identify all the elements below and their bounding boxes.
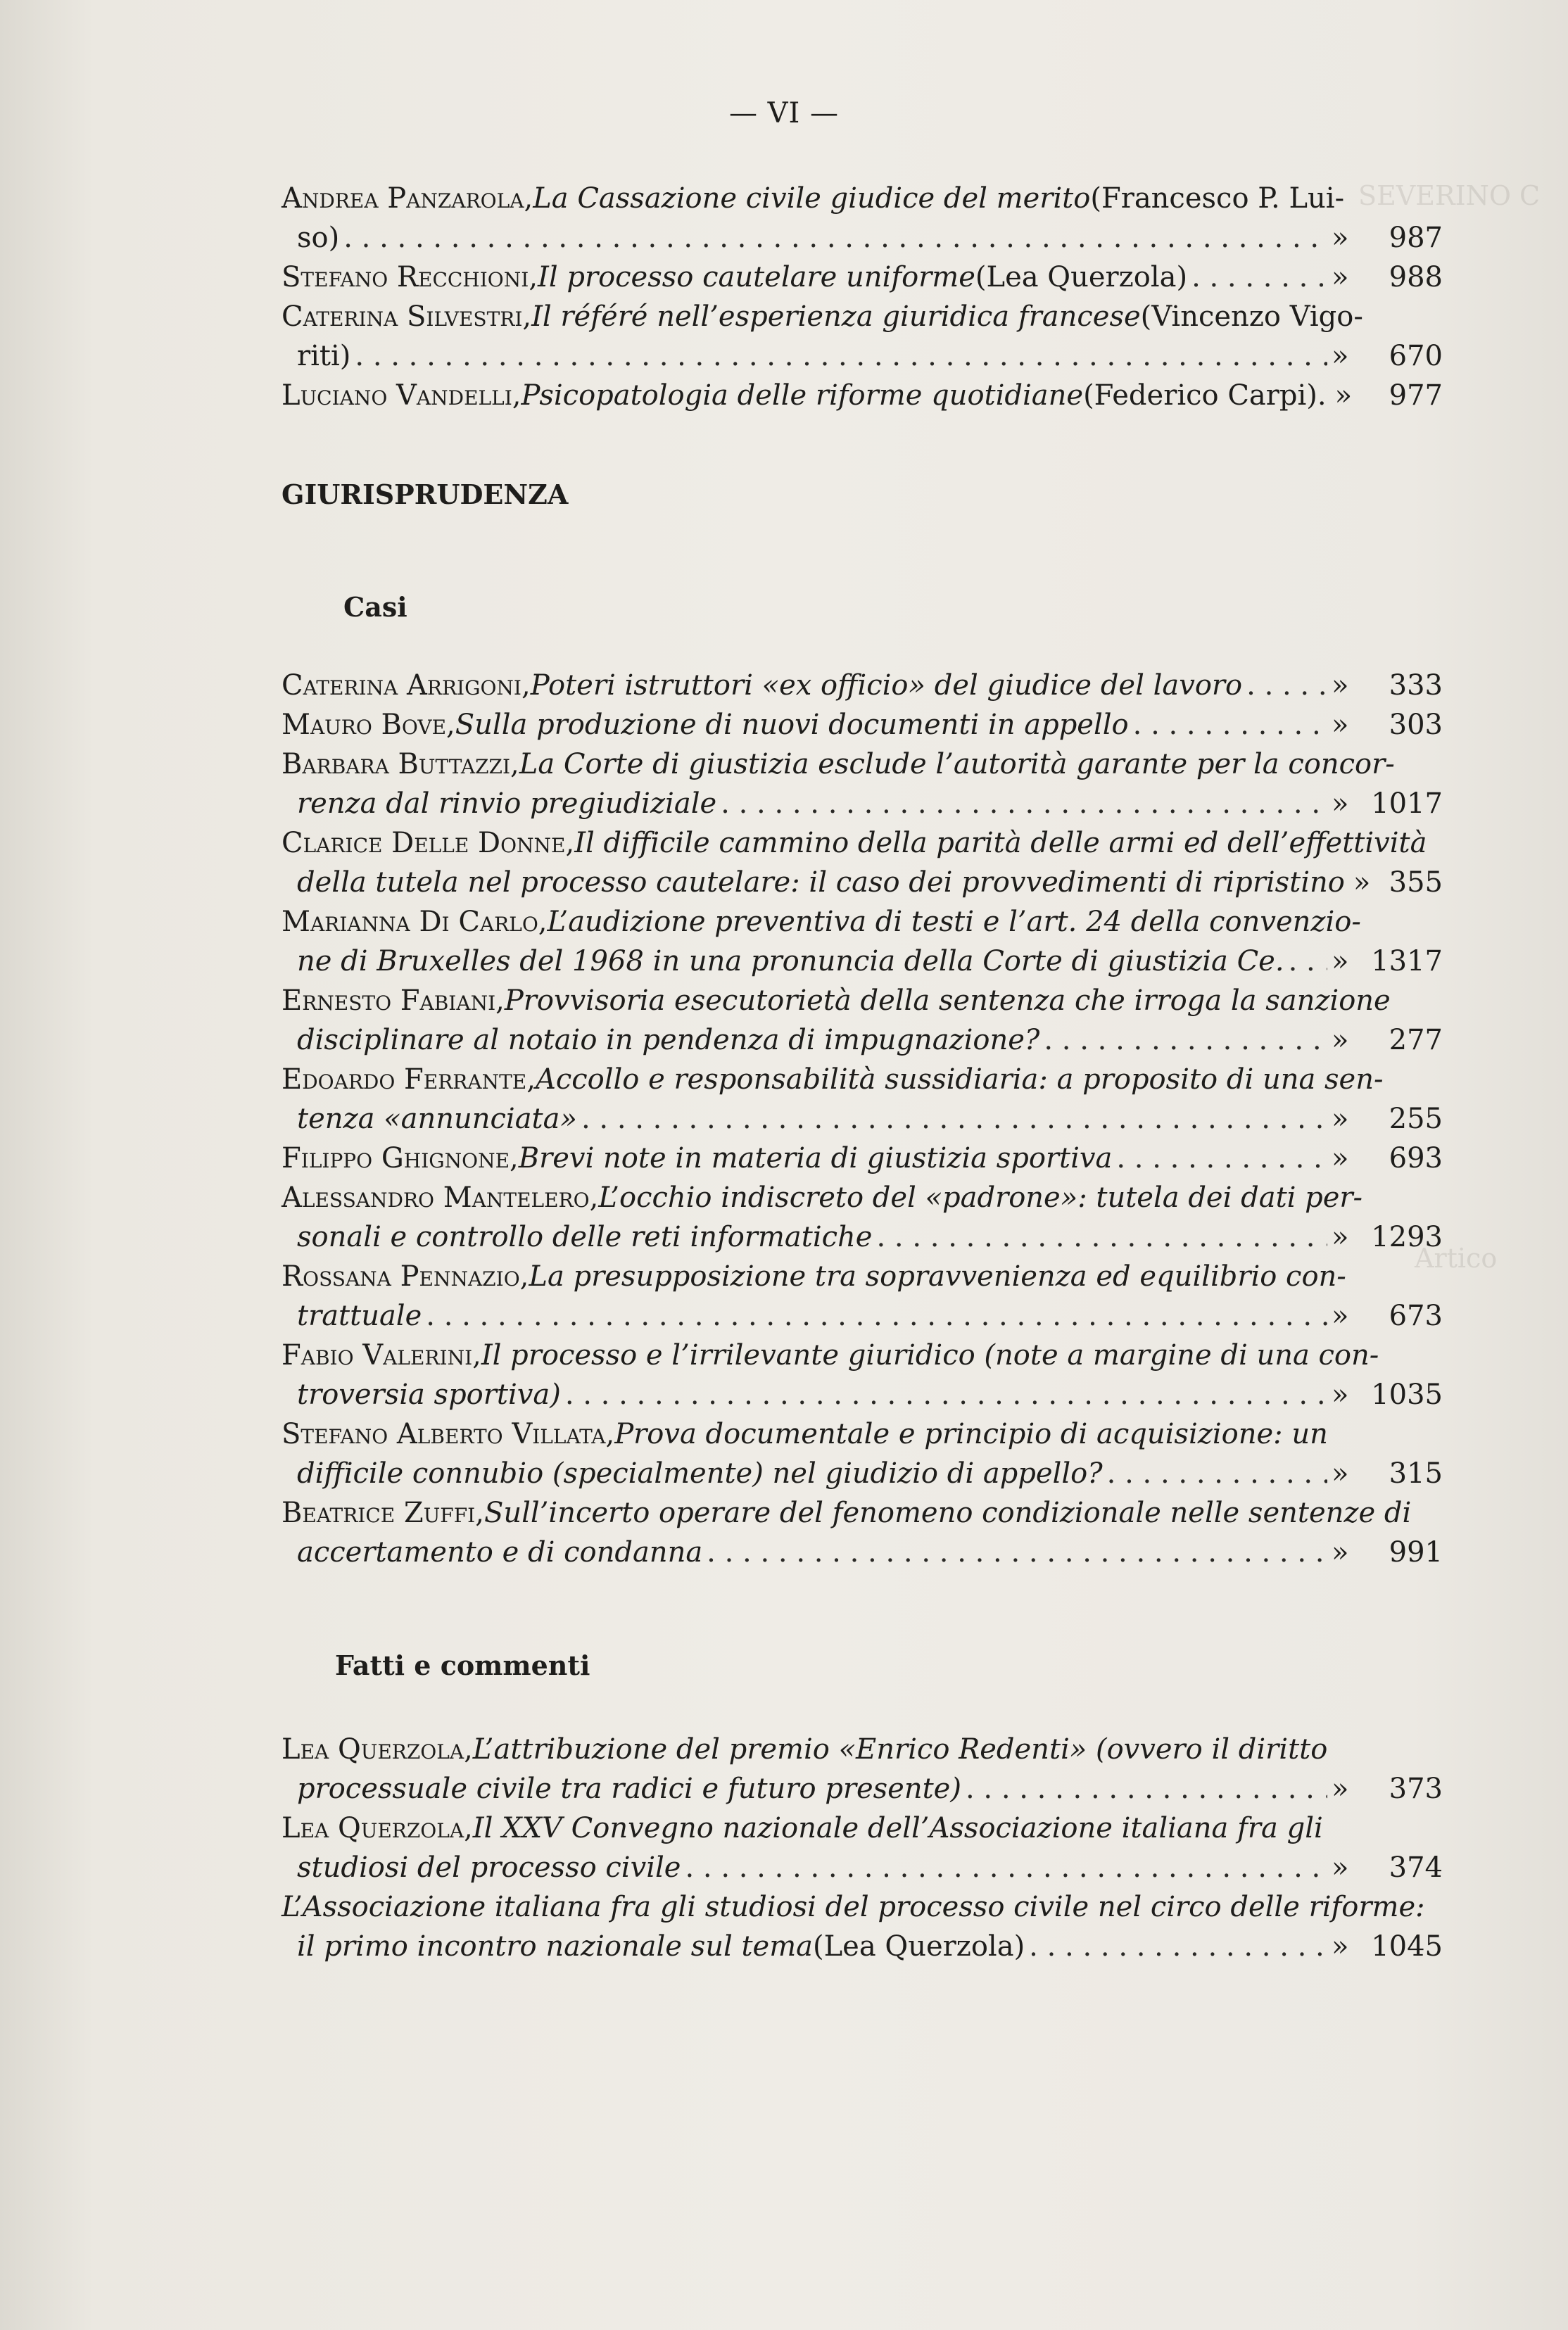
entry-page-number: 333 [1389,669,1443,702]
entry-page-number: 355 [1389,866,1443,899]
section-heading-giurisprudenza: GIURISPRUDENZA [282,479,569,510]
toc-entry-line [282,1375,1443,1414]
entry-separator: , [605,1418,615,1450]
entry-page-number: 277 [1389,1024,1443,1056]
dot-leader [1289,942,1327,981]
toc-entry-line [282,666,1443,705]
entry-title: trattuale [297,1300,422,1332]
toc-entry [282,297,1443,376]
toc-entry [282,1414,1443,1493]
entry-note: riti) [297,340,351,372]
toc-entry-line [282,863,1443,902]
dot-leader [565,1375,1327,1414]
subsection-heading-fatti: Fatti e commenti [335,1650,590,1681]
entry-mark: » [1332,222,1349,254]
entry-separator: , [529,261,538,293]
subsection-heading-casi: Casi [343,591,407,623]
entry-author: Ernesto Fabiani [282,984,496,1017]
entry-title: processuale civile tra radici e futuro presente) [297,1773,961,1805]
entry-note: (Lea Querzola) [975,261,1188,293]
entry-separator: , [475,1497,484,1529]
entry-page-number: 374 [1389,1851,1443,1884]
entry-title: Prova documentale e principio di acquisizione: un [614,1418,1328,1450]
entry-title: Brevi note in materia di giustizia sportiva [518,1142,1113,1175]
toc-entry-line [282,942,1443,981]
toc-entry [282,258,1443,297]
dot-leader [1116,1139,1327,1178]
entry-separator: , [522,300,532,333]
entry-separator: , [495,984,505,1017]
entry-title: Il processo e l’irrilevante giuridico (note a margine di una con- [481,1339,1379,1372]
toc-entry-line [282,784,1443,823]
toc-entry [282,1493,1443,1572]
toc-entry-line [282,1769,1443,1809]
dot-leader [355,336,1327,376]
toc-entry-line [282,902,1443,942]
entry-page-number: 1293 [1371,1221,1443,1253]
entry-author: Barbara Buttazzi [282,748,511,780]
dot-leader [426,1296,1327,1336]
entry-note: (Federico Carpi). [1083,379,1327,412]
entry-page-number: 991 [1389,1536,1443,1569]
toc-entry-line [282,218,1443,258]
entry-page-number: 987 [1389,222,1443,254]
entry-title: Il processo cautelare uniforme [538,261,975,293]
toc-entry [282,902,1443,981]
entry-title: troversia sportiva) [297,1379,561,1411]
entry-title: Il référé nell’esperienza giuridica francese [531,300,1141,333]
entry-separator: , [464,1733,473,1766]
toc-entry-line [282,705,1443,745]
entry-title: Sull’incerto operare del fenomeno condizionale nelle sentenze di [483,1497,1412,1529]
entry-note: (Vincenzo Vigo- [1140,300,1363,333]
entry-author: Andrea Panzarola [282,182,524,215]
entry-page-number: 315 [1389,1457,1443,1490]
entry-page-number: 1035 [1371,1379,1443,1411]
entry-title: sonali e controllo delle reti informatiche [297,1221,873,1253]
entry-author: Luciano Vandelli [282,379,512,412]
entry-title: L’Associazione italiana fra gli studiosi del processo civile nel circo delle riforme: [282,1891,1425,1923]
entry-title: studiosi del processo civile [297,1851,681,1884]
toc-entry [282,1336,1443,1414]
toc-entry-line [282,981,1443,1020]
entry-title: renza dal rinvio pregiudiziale [297,787,717,820]
entry-title: Il difficile cammino della parità delle armi ed dell’effettività [574,827,1427,859]
entry-mark: » [1332,1142,1349,1175]
entry-page-number: 255 [1389,1103,1443,1135]
entry-author: Stefano Alberto Villata [282,1418,606,1450]
toc-entry-line [282,1178,1443,1217]
dot-leader [1133,705,1327,745]
entry-mark: » [1332,669,1349,702]
toc-entry [282,1730,1443,1809]
entry-title: L’audizione preventiva di testi e l’art. 24 della convenzio- [547,906,1361,938]
entry-title: ne di Bruxelles del 1968 in una pronuncia della Corte di giustizia Ce. [297,945,1284,977]
toc-entry-line [282,1533,1443,1572]
entry-author: Mauro Bove [282,709,447,741]
entry-separator: , [538,906,548,938]
entry-separator: , [519,1260,529,1293]
entry-mark: » [1353,866,1371,899]
entry-title: Provvisoria esecutorietà della sentenza che irroga la sanzione [504,984,1391,1017]
toc-entry-line [282,258,1443,297]
entry-author: Stefano Recchioni [282,261,529,293]
entry-title: Accollo e responsabilità sussidiaria: a proposito di una sen- [535,1063,1384,1096]
entry-page-number: 303 [1389,709,1443,741]
toc-entry-line [282,1296,1443,1336]
toc-entry [282,1257,1443,1336]
toc-entry-line [282,1020,1443,1060]
dot-leader [876,1217,1327,1257]
toc-entry [282,1178,1443,1257]
entry-title: tenza «annunciata» [297,1103,577,1135]
entry-author: Filippo Ghignone [282,1142,510,1175]
entry-title: La Corte di giustizia esclude l’autorità garante per la concor- [519,748,1395,780]
entry-separator: , [589,1182,599,1214]
recensioni-list [282,179,1443,415]
toc-entry-line [282,1257,1443,1296]
entry-page-number: 988 [1389,261,1443,293]
entry-mark: » [1332,1773,1349,1805]
entry-page-number: 693 [1389,1142,1443,1175]
entry-title: il primo incontro nazionale sul tema [297,1930,814,1963]
toc-entry [282,376,1443,415]
entry-mark: » [1332,1103,1349,1135]
entry-page-number: 670 [1389,340,1443,372]
entry-title: Psicopatologia delle riforme quotidiane [521,379,1084,412]
dot-leader [581,1099,1327,1139]
dot-leader [1246,666,1327,705]
entry-title: Poteri istruttori «ex officio» del giudice del lavoro [530,669,1243,702]
toc-entry-line [282,1060,1443,1099]
entry-author: Alessandro Mantelero [282,1182,590,1214]
bleed-through-text: Artico [1415,1243,1498,1274]
dot-leader [1191,258,1327,297]
toc-entry-line [282,1848,1443,1887]
entry-page-number: 673 [1389,1300,1443,1332]
toc-entry [282,666,1443,705]
entry-mark: » [1334,379,1353,412]
dot-leader [707,1533,1327,1572]
dot-leader [1029,1927,1327,1966]
toc-entry [282,981,1443,1060]
bleed-through-text: SEVERINO C [1358,180,1541,211]
toc-entry-line [282,1099,1443,1139]
entry-mark: » [1332,1379,1349,1411]
entry-mark: » [1332,1536,1349,1569]
dot-leader [343,218,1327,258]
toc-entry-line [282,1887,1443,1927]
toc-entry [282,1139,1443,1178]
entry-title: difficile connubio (specialmente) nel giudizio di appello? [297,1457,1103,1490]
entry-separator: , [472,1339,481,1372]
toc-entry [282,1887,1443,1966]
entry-mark: » [1332,709,1349,741]
entry-page-number: 1017 [1371,787,1443,820]
entry-title: L’attribuzione del premio «Enrico Redenti» (ovvero il diritto [472,1733,1328,1766]
entry-page-number: 977 [1389,379,1443,412]
entry-mark: » [1332,787,1349,820]
entry-separator: , [565,827,575,859]
entry-author: Rossana Pennazio [282,1260,520,1293]
toc-entry [282,823,1443,902]
entry-mark: » [1332,1024,1349,1056]
entry-title: della tutela nel processo cautelare: il caso dei provvedimenti di ripristino [297,866,1345,899]
entry-mark: » [1332,340,1349,372]
toc-entry-line [282,376,1443,415]
entry-page-number: 1045 [1371,1930,1443,1963]
entry-separator: , [510,1142,519,1175]
toc-entry-line [282,1454,1443,1493]
entry-author: Lea Querzola [282,1733,464,1766]
entry-title: disciplinare al notaio in pendenza di impugnazione? [297,1024,1040,1056]
entry-mark: » [1332,1930,1349,1963]
entry-separator: , [464,1812,473,1844]
toc-entry-line [282,1217,1443,1257]
toc-entry-line [282,336,1443,376]
entry-page-number: 373 [1389,1773,1443,1805]
entry-author: Lea Querzola [282,1812,464,1844]
entry-mark: » [1332,1457,1349,1490]
entry-title: Sulla produzione di nuovi documenti in appello [455,709,1129,741]
fatti-list [282,1730,1443,1966]
entry-mark: » [1332,1300,1349,1332]
casi-list [282,666,1443,1572]
entry-title: La Cassazione civile giudice del merito [533,182,1091,215]
entry-separator: , [524,182,533,215]
entry-mark: » [1332,261,1349,293]
toc-entry-line [282,179,1443,218]
entry-mark: » [1332,945,1349,977]
toc-entry-line [282,297,1443,336]
toc-entry-line [282,745,1443,784]
dot-leader [1107,1454,1327,1493]
toc-entry-line [282,1414,1443,1454]
entry-title: accertamento e di condanna [297,1536,703,1569]
entry-mark: » [1332,1221,1349,1253]
entry-author: Clarice Delle Donne [282,827,566,859]
dot-leader [721,784,1327,823]
entry-mark: » [1332,1851,1349,1884]
entry-note: (Francesco P. Lui- [1090,182,1345,215]
dot-leader [685,1848,1327,1887]
entry-title: Il XXV Convegno nazionale dell’Associazione italiana fra gli [472,1812,1323,1844]
toc-entry-line [282,823,1443,863]
entry-separator: , [521,669,531,702]
entry-separator: , [512,379,521,412]
entry-separator: , [526,1063,536,1096]
entry-separator: , [446,709,455,741]
entry-author: Caterina Silvestri [282,300,523,333]
entry-title: La presupposizione tra sopravvenienza ed equilibrio con- [529,1260,1346,1293]
entry-author: Marianna Di Carlo [282,906,538,938]
toc-entry-line [282,1336,1443,1375]
toc-entry [282,179,1443,258]
entry-separator: , [510,748,519,780]
toc-entry-line [282,1730,1443,1769]
toc-entry [282,1060,1443,1139]
toc-entry-line [282,1139,1443,1178]
entry-title: L’occhio indiscreto del «padrone»: tutela dei dati per- [598,1182,1363,1214]
entry-note: (Lea Querzola) [813,1930,1025,1963]
toc-entry [282,705,1443,745]
entry-page-number: 1317 [1371,945,1443,977]
toc-entry [282,745,1443,823]
entry-author: Fabio Valerini [282,1339,473,1372]
entry-author: Caterina Arrigoni [282,669,521,702]
entry-author: Beatrice Zuffi [282,1497,476,1529]
toc-entry-line [282,1493,1443,1533]
entry-note: so) [297,222,340,254]
running-head: — VI — [728,97,840,129]
toc-entry [282,1809,1443,1887]
entry-author: Edoardo Ferrante [282,1063,527,1096]
toc-entry-line [282,1809,1443,1848]
toc-entry-line [282,1927,1443,1966]
dot-leader [1044,1020,1327,1060]
dot-leader [966,1769,1327,1809]
